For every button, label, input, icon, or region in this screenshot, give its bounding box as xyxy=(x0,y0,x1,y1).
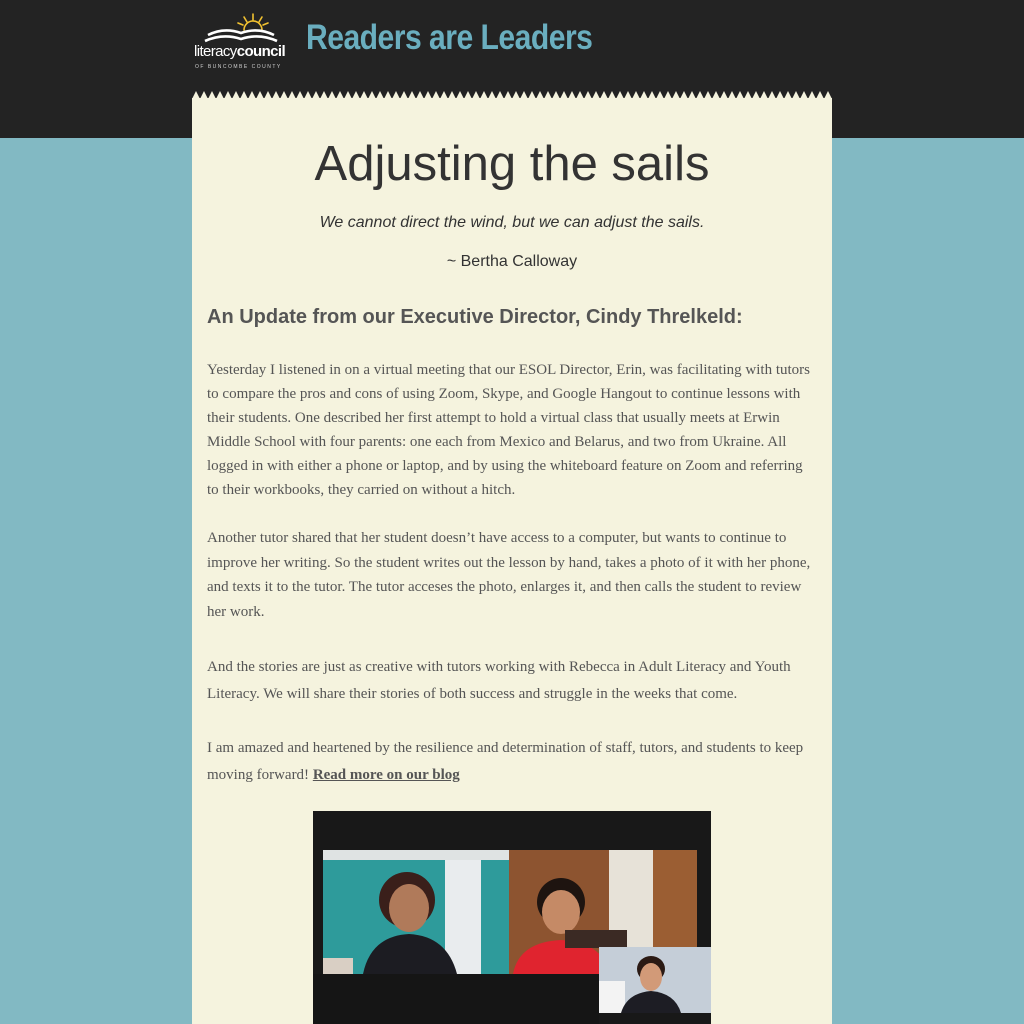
section-heading: An Update from our Executive Director, Cindy Threlkeld: xyxy=(207,306,743,328)
paragraph-2: Another tutor shared that her student doesn’t have access to a computer, but wants to continue to improve her writing. So the student writes out the lesson by hand, takes a photo of it with her phone, and texts it to the tutor. The tutor acceses the photo, enlarges it, and then calls the student to review her work. xyxy=(207,530,811,620)
paragraph-3: And the stories are just as creative with tutors working with Rebecca in Adult Literacy and Youth Literacy. We will share their stories of both success and struggle in the weeks that come. xyxy=(207,659,791,702)
paper-torn-edge xyxy=(192,89,832,99)
video-call-photo[interactable] xyxy=(313,811,711,1024)
article-title: Adjusting the sails xyxy=(314,137,710,191)
quote-attribution: ~ Bertha Calloway xyxy=(446,253,578,270)
read-more-link[interactable]: Read more on our blog xyxy=(312,767,460,783)
paragraph-4 xyxy=(207,735,817,789)
person-1-image xyxy=(323,850,509,974)
paragraph-4-text: I am amazed and heartened by the resilience and determination of staff, tutors, and students to keep moving forward! xyxy=(207,740,804,783)
paragraph-1: Yesterday I listened in on a virtual meeting that our ESOL Director, Erin, was facilitating with tutors to compare the pros and cons of using Zoom, Skype, and Google Hangout to continue lessons with their students. One described her first attempt to hold a virtual class that usually meets at Erwin Middle School with four parents: one each from Mexico and Belarus, and two from Ukraine. All logged in with either a phone or laptop, and by using the whiteboard feature on Zoom and referring to their workbooks, they carried on without a hitch. xyxy=(207,362,811,498)
logo-wordmark: literacycouncil xyxy=(194,43,286,60)
call-toolbar-area xyxy=(313,974,599,1024)
logo-subtitle: OF BUNCOMBE COUNTY xyxy=(195,64,282,70)
person-3-image xyxy=(599,947,711,1013)
newsletter-title: Readers are Leaders xyxy=(306,18,593,57)
article-quote: We cannot direct the wind, but we can adjust the sails. xyxy=(319,214,705,231)
participant-tile-3 xyxy=(599,947,711,1013)
participant-tile-1 xyxy=(323,850,509,974)
literacy-council-logo[interactable] xyxy=(194,10,290,72)
sun-book-icon xyxy=(194,10,290,44)
